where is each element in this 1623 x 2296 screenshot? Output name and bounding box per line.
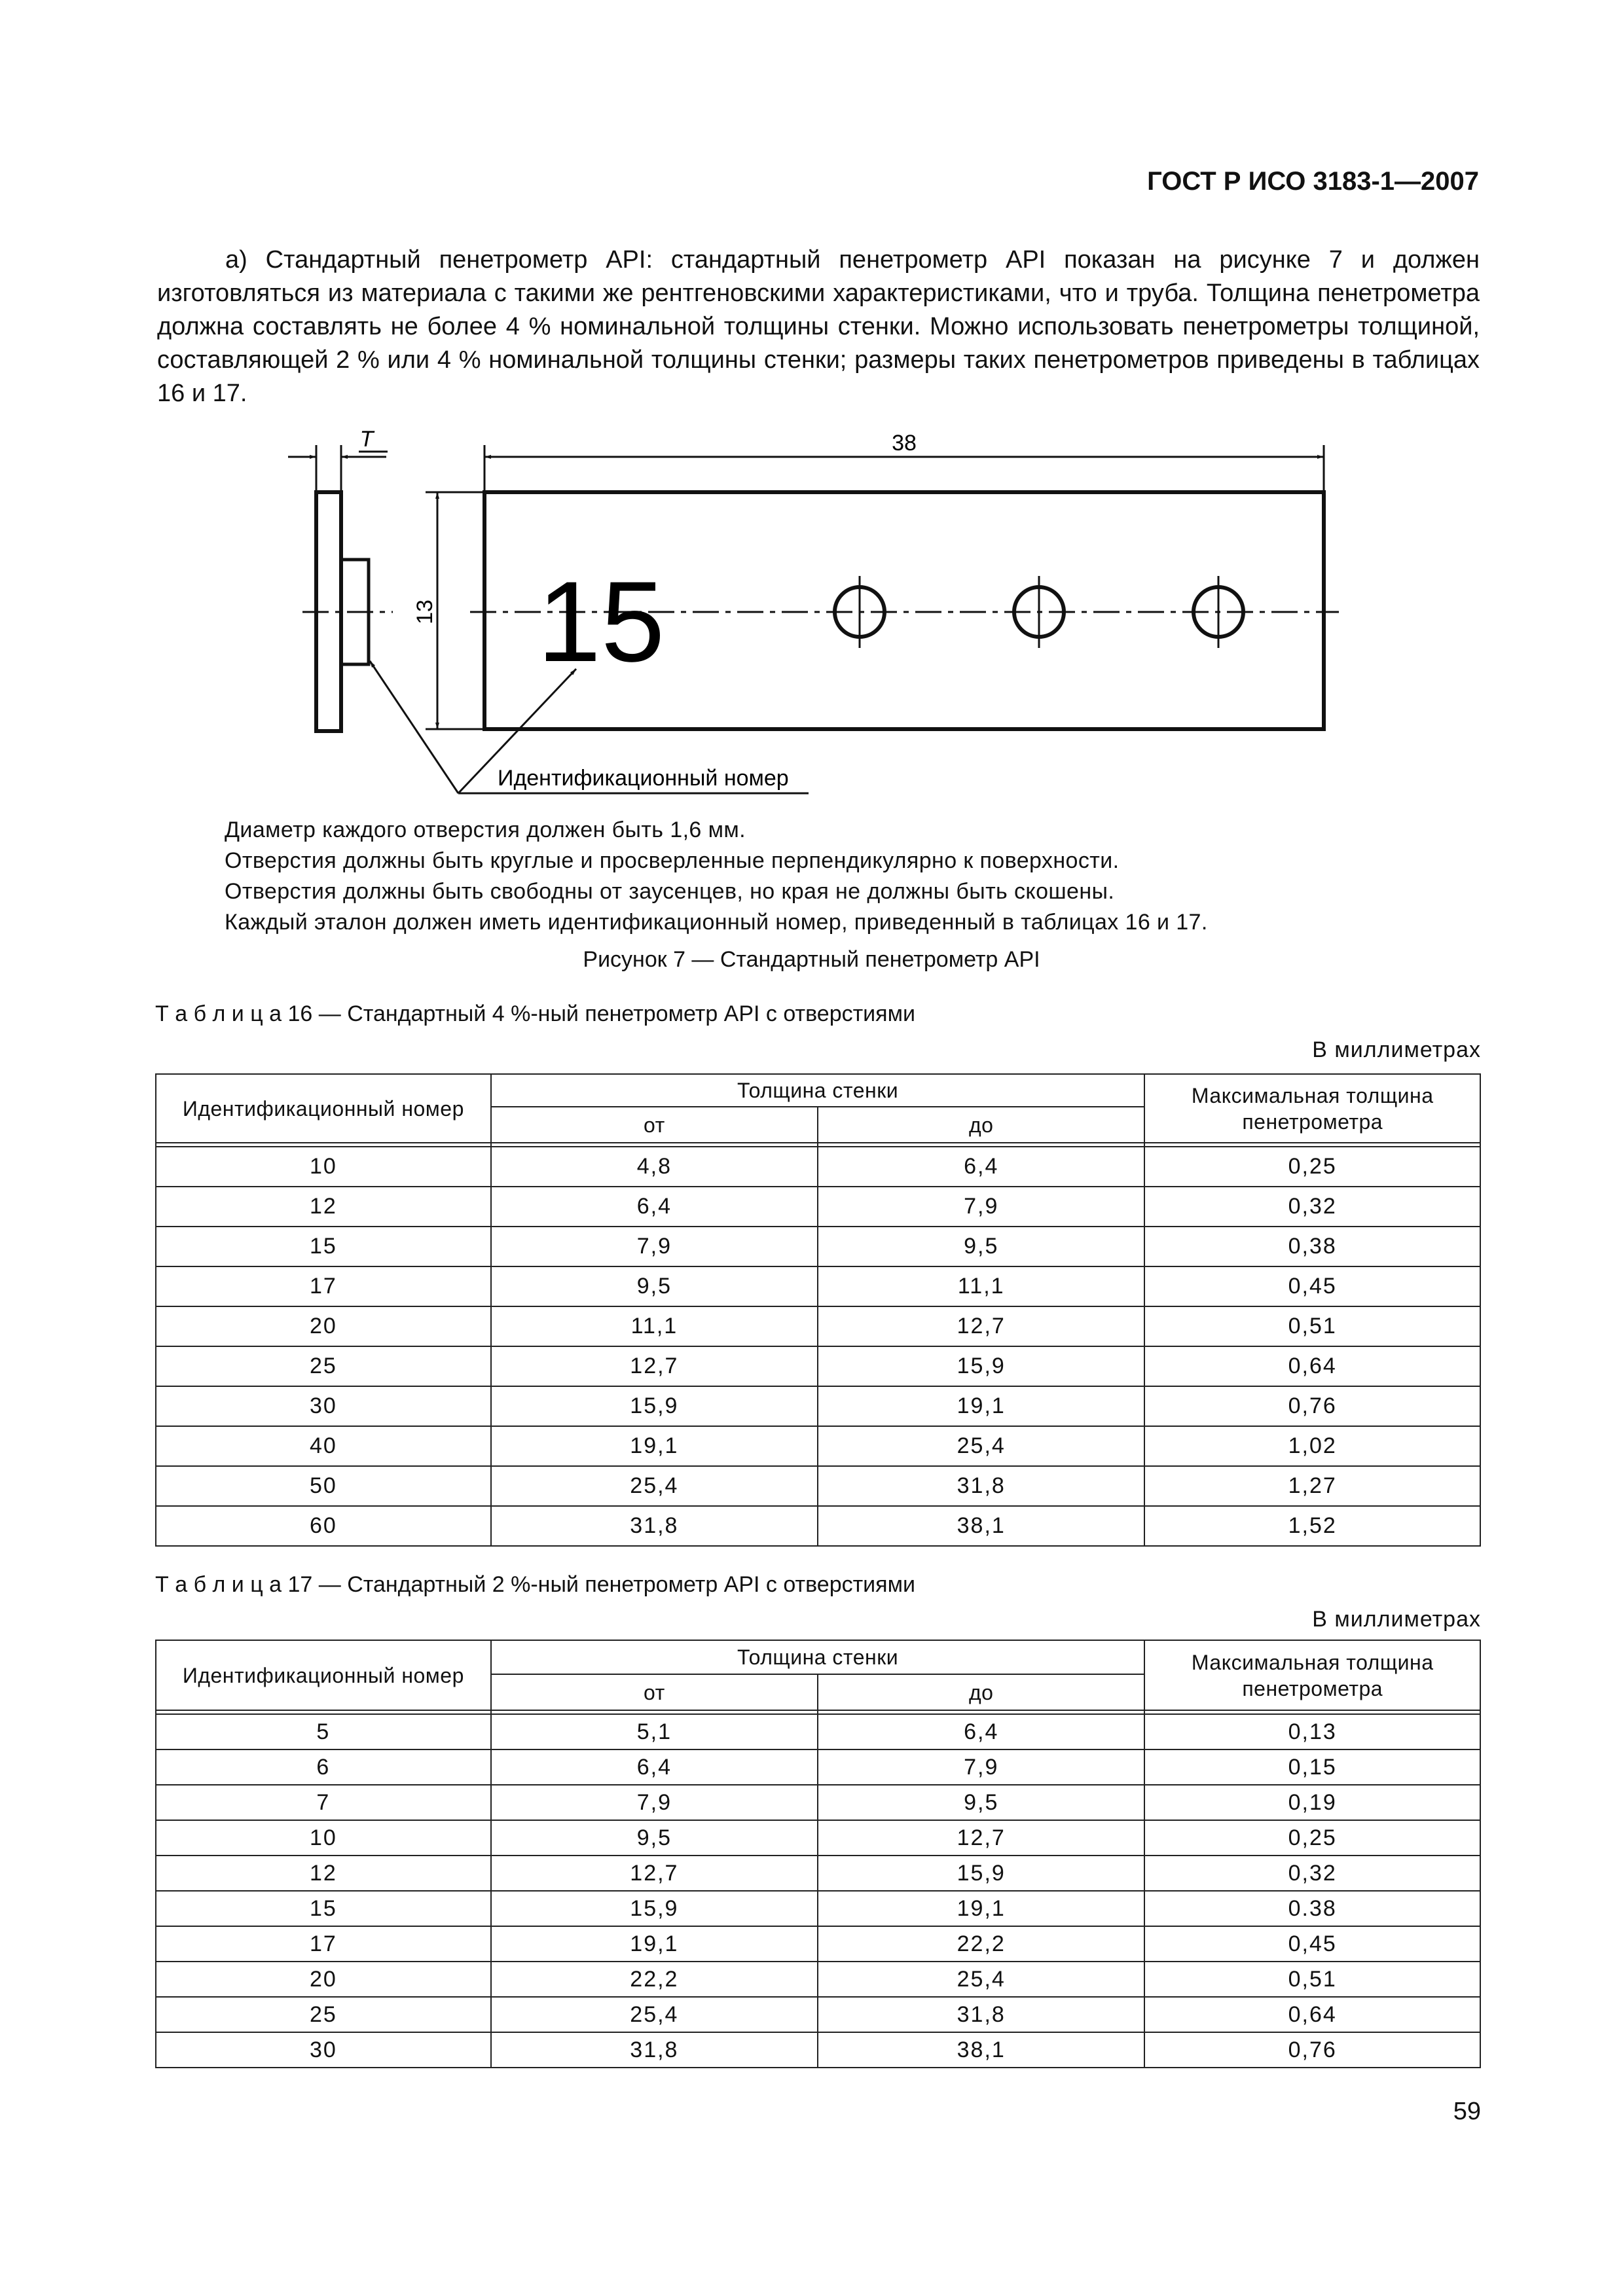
col-max-header: Максимальная толщина пенетрометра (1144, 1074, 1480, 1143)
penetrameter-figure (0, 0, 1623, 812)
intro-paragraph: а) Стандартный пенетрометр API: стандартный пенетрометр API показан на рисунке 7 и должен изготовляться из материала с такими же рентгеновскими характеристиками, что и труба. Толщина пенетрометра должна составлять не более 4 % номинальной толщины стенки. Можно использовать пенетрометры толщиной, составляющей 2 % или 4 % номинальной толщины стенки; размеры таких пенетрометров приведены в таблицах 16 и 17. (157, 246, 1480, 407)
page-number: 59 (1453, 2098, 1481, 2125)
table-cell: 38,1 (818, 2032, 1144, 2068)
table-row (156, 1227, 1480, 1266)
table17 (155, 1640, 1481, 2068)
table-cell: 9,5 (491, 1266, 818, 1306)
table-cell: 0,19 (1144, 1785, 1480, 1820)
dim-38-label: 38 (892, 431, 917, 456)
col-id-header: Идентификационный номер (156, 1074, 491, 1143)
table-cell: 22,2 (491, 1962, 818, 1997)
col-to-header: до (818, 1107, 1144, 1143)
table-cell: 0,64 (1144, 1997, 1480, 2032)
table-cell: 7,9 (491, 1785, 818, 1820)
dim-t-label: T (359, 427, 374, 452)
table-cell: 12,7 (491, 1346, 818, 1386)
table-cell: 1,02 (1144, 1426, 1480, 1466)
table-cell: 15 (156, 1891, 491, 1926)
table16-units: В миллиметрах (1312, 1037, 1481, 1062)
table-cell: 0,76 (1144, 1386, 1480, 1426)
table-cell: 11,1 (491, 1306, 818, 1346)
table-row (156, 1926, 1480, 1962)
table-cell: 0,15 (1144, 1749, 1480, 1785)
figure-caption: Рисунок 7 — Стандартный пенетрометр API (583, 947, 1040, 972)
table-cell: 0,45 (1144, 1926, 1480, 1962)
table-cell: 7 (156, 1785, 491, 1820)
table-cell: 6,4 (818, 1147, 1144, 1187)
document-header: ГОСТ Р ИСО 3183-1—2007 (1147, 167, 1479, 196)
table-cell: 10 (156, 1147, 491, 1187)
table-cell: 11,1 (818, 1266, 1144, 1306)
dim-13-label: 13 (412, 600, 437, 624)
table-row (156, 1426, 1480, 1466)
table-row (156, 1785, 1480, 1820)
table-cell: 19,1 (818, 1891, 1144, 1926)
col-from-header: от (491, 1674, 818, 1710)
col-wall-header: Толщина стенки (491, 1074, 1145, 1107)
col-wall-header: Толщина стенки (491, 1640, 1145, 1674)
table-cell: 31,8 (491, 1506, 818, 1546)
table-cell: 10 (156, 1820, 491, 1856)
figure-notes (225, 815, 1208, 938)
table-row (156, 1266, 1480, 1306)
table-cell: 0,32 (1144, 1856, 1480, 1891)
table-cell: 19,1 (491, 1426, 818, 1466)
table-cell: 15 (156, 1227, 491, 1266)
table-row (156, 1714, 1480, 1749)
table-cell: 9,5 (818, 1227, 1144, 1266)
table-row (156, 1997, 1480, 2032)
table-cell: 31,8 (818, 1466, 1144, 1506)
table17-title: Т а б л и ц а 17 — Стандартный 2 %-ный пенетрометр API с отверстиями (155, 1572, 915, 1597)
table-cell: 0,32 (1144, 1187, 1480, 1227)
table-cell: 5,1 (491, 1714, 818, 1749)
table-row (156, 1346, 1480, 1386)
col-max-header: Максимальная толщина пенетрометра (1144, 1640, 1480, 1710)
table-cell: 1,52 (1144, 1506, 1480, 1546)
table-cell: 40 (156, 1426, 491, 1466)
table-cell: 12,7 (818, 1306, 1144, 1346)
table-cell: 31,8 (818, 1997, 1144, 2032)
table17-units: В миллиметрах (1312, 1607, 1481, 1632)
table-cell: 6 (156, 1749, 491, 1785)
table-cell: 15,9 (818, 1346, 1144, 1386)
table-cell: 7,9 (818, 1187, 1144, 1227)
table-cell: 0,38 (1144, 1227, 1480, 1266)
table-row (156, 1749, 1480, 1785)
col-from-header: от (491, 1107, 818, 1143)
table-cell: 20 (156, 1962, 491, 1997)
table-cell: 6,4 (491, 1749, 818, 1785)
col-id-header: Идентификационный номер (156, 1640, 491, 1710)
table-cell: 12,7 (491, 1856, 818, 1891)
table-cell: 6,4 (491, 1187, 818, 1227)
table-cell: 5 (156, 1714, 491, 1749)
table-cell: 7,9 (818, 1749, 1144, 1785)
table-cell: 15,9 (818, 1856, 1144, 1891)
table-cell: 19,1 (491, 1926, 818, 1962)
table-cell: 12,7 (818, 1820, 1144, 1856)
table-row (156, 1962, 1480, 1997)
table-cell: 1,27 (1144, 1466, 1480, 1506)
table-cell: 22,2 (818, 1926, 1144, 1962)
table-row (156, 1147, 1480, 1187)
table16-title: Т а б л и ц а 16 — Стандартный 4 %-ный пенетрометр API с отверстиями (155, 1001, 915, 1026)
table-cell: 50 (156, 1466, 491, 1506)
table-row (156, 2032, 1480, 2068)
table-cell: 25,4 (818, 1962, 1144, 1997)
table-row (156, 1856, 1480, 1891)
table-row (156, 1820, 1480, 1856)
table-cell: 30 (156, 1386, 491, 1426)
table-row (156, 1891, 1480, 1926)
note-line: Диаметр каждого отверстия должен быть 1,6 мм. (225, 817, 746, 842)
table-cell: 17 (156, 1266, 491, 1306)
table-row (156, 1386, 1480, 1426)
table-cell: 15,9 (491, 1891, 818, 1926)
table-cell: 12 (156, 1187, 491, 1227)
table-cell: 0,13 (1144, 1714, 1480, 1749)
table-row (156, 1466, 1480, 1506)
table-cell: 25 (156, 1346, 491, 1386)
table-cell: 25,4 (818, 1426, 1144, 1466)
note-line: Отверстия должны быть круглые и просверленные перпендикулярно к поверхности. (225, 848, 1120, 873)
table-cell: 0,25 (1144, 1820, 1480, 1856)
table-cell: 25 (156, 1997, 491, 2032)
id-number-label: Идентификационный номер (498, 766, 789, 791)
table-cell: 0,51 (1144, 1306, 1480, 1346)
table-cell: 0,64 (1144, 1346, 1480, 1386)
table-row (156, 1506, 1480, 1546)
col-to-header: до (818, 1674, 1144, 1710)
table16 (155, 1073, 1481, 1547)
table-row (156, 1306, 1480, 1346)
table-cell: 0,25 (1144, 1147, 1480, 1187)
table-row (156, 1187, 1480, 1227)
table-cell: 9,5 (818, 1785, 1144, 1820)
table-cell: 31,8 (491, 2032, 818, 2068)
table-cell: 0,45 (1144, 1266, 1480, 1306)
table-cell: 38,1 (818, 1506, 1144, 1546)
table-cell: 25,4 (491, 1997, 818, 2032)
table-cell: 0,51 (1144, 1962, 1480, 1997)
table-cell: 12 (156, 1856, 491, 1891)
table-cell: 0,76 (1144, 2032, 1480, 2068)
table-cell: 7,9 (491, 1227, 818, 1266)
note-line: Отверстия должны быть свободны от заусенцев, но края не должны быть скошены. (225, 879, 1115, 904)
table-cell: 19,1 (818, 1386, 1144, 1426)
id-number-mark: 15 (537, 558, 665, 686)
table-cell: 25,4 (491, 1466, 818, 1506)
table-cell: 60 (156, 1506, 491, 1546)
table-cell: 4,8 (491, 1147, 818, 1187)
table-cell: 9,5 (491, 1820, 818, 1856)
table-cell: 0.38 (1144, 1891, 1480, 1926)
table-cell: 15,9 (491, 1386, 818, 1426)
table-cell: 6,4 (818, 1714, 1144, 1749)
table-cell: 17 (156, 1926, 491, 1962)
table-cell: 30 (156, 2032, 491, 2068)
note-line: Каждый эталон должен иметь идентификационный номер, приведенный в таблицах 16 и 17. (225, 910, 1208, 935)
table-cell: 20 (156, 1306, 491, 1346)
